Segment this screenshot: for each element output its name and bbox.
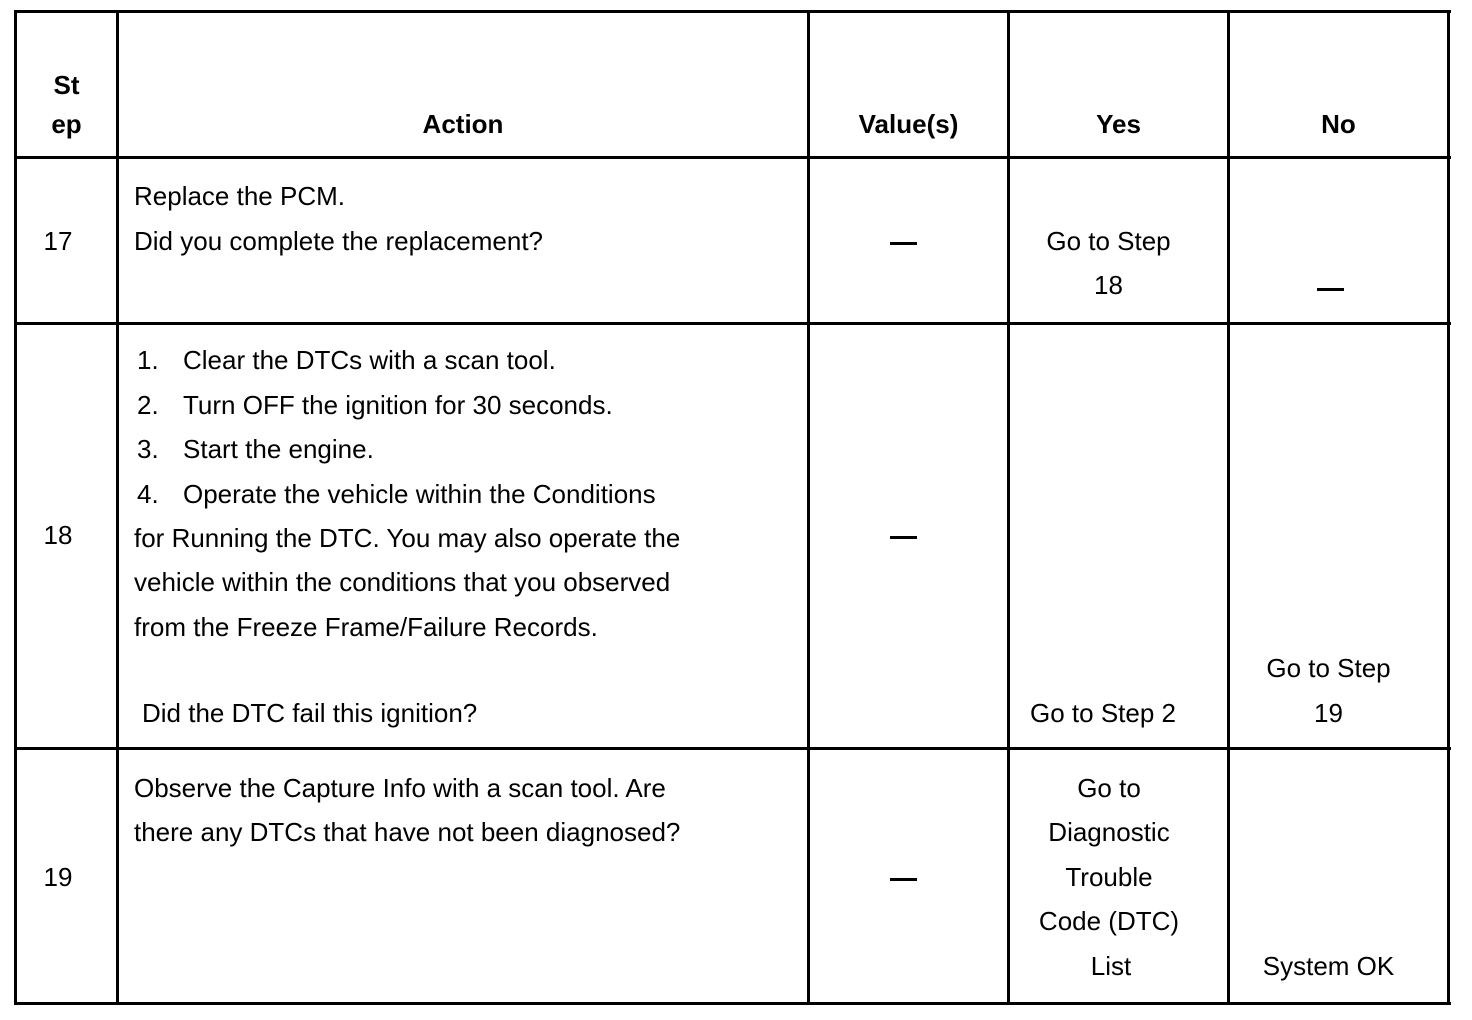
col-divider-action — [807, 10, 810, 1005]
table-border-top — [14, 10, 1451, 13]
action-text: Replace the PCM. — [134, 181, 345, 211]
action-text: from the Freeze Frame/Failure Records. — [134, 612, 598, 642]
header-action: Action — [422, 109, 504, 139]
list-item: Clear the DTCs with a scan tool. — [183, 345, 556, 375]
action-text: Observe the Capture Info with a scan tool. Are — [134, 773, 666, 803]
list-number: 2. — [137, 390, 159, 420]
yes-text: List — [1090, 951, 1132, 981]
yes-text: Go to Step — [1046, 226, 1171, 256]
action-text: vehicle within the conditions that you observed — [134, 567, 671, 597]
step-number: 17 — [43, 226, 73, 256]
header-yes: Yes — [1096, 109, 1141, 139]
col-divider-yes — [1227, 10, 1230, 1005]
no-text: Go to Step — [1266, 653, 1391, 683]
yes-text: Trouble — [1065, 862, 1153, 892]
yes-text: Go to — [1077, 773, 1141, 803]
row-divider-18 — [14, 747, 1451, 750]
list-item: Turn OFF the ignition for 30 seconds. — [183, 390, 613, 420]
step-number: 18 — [43, 520, 73, 550]
yes-text: 18 — [1094, 270, 1123, 300]
row-divider-17 — [14, 322, 1451, 325]
no-text: System OK — [1262, 951, 1395, 981]
list-item: Start the engine. — [183, 434, 374, 464]
yes-text: Go to Step 2 — [1030, 698, 1176, 728]
action-text: Did you complete the replacement? — [134, 226, 544, 256]
yes-text: Code (DTC) — [1038, 906, 1180, 936]
header-divider — [14, 156, 1451, 159]
header-values: Value(s) — [858, 109, 959, 139]
no-text: 19 — [1314, 698, 1343, 728]
value-dash — [890, 536, 917, 539]
header-step-line2: ep — [51, 109, 82, 139]
list-number: 3. — [137, 434, 159, 464]
action-question: Did the DTC fail this ignition? — [142, 698, 478, 728]
col-divider-step — [116, 10, 119, 1005]
step-number: 19 — [43, 862, 73, 892]
list-number: 1. — [137, 345, 159, 375]
action-text: there any DTCs that have not been diagnosed? — [134, 817, 681, 847]
action-text: for Running the DTC. You may also operate the — [134, 523, 681, 553]
table-border-right — [1447, 10, 1450, 1005]
value-dash — [890, 878, 917, 881]
value-dash — [890, 242, 917, 245]
yes-text: Diagnostic — [1048, 817, 1170, 847]
header-no: No — [1321, 109, 1356, 139]
header-step-line1: St — [53, 70, 80, 100]
no-dash — [1317, 288, 1344, 291]
list-number: 4. — [137, 479, 159, 509]
table-border-bottom — [14, 1002, 1451, 1005]
list-item: Operate the vehicle within the Conditions — [183, 479, 656, 509]
